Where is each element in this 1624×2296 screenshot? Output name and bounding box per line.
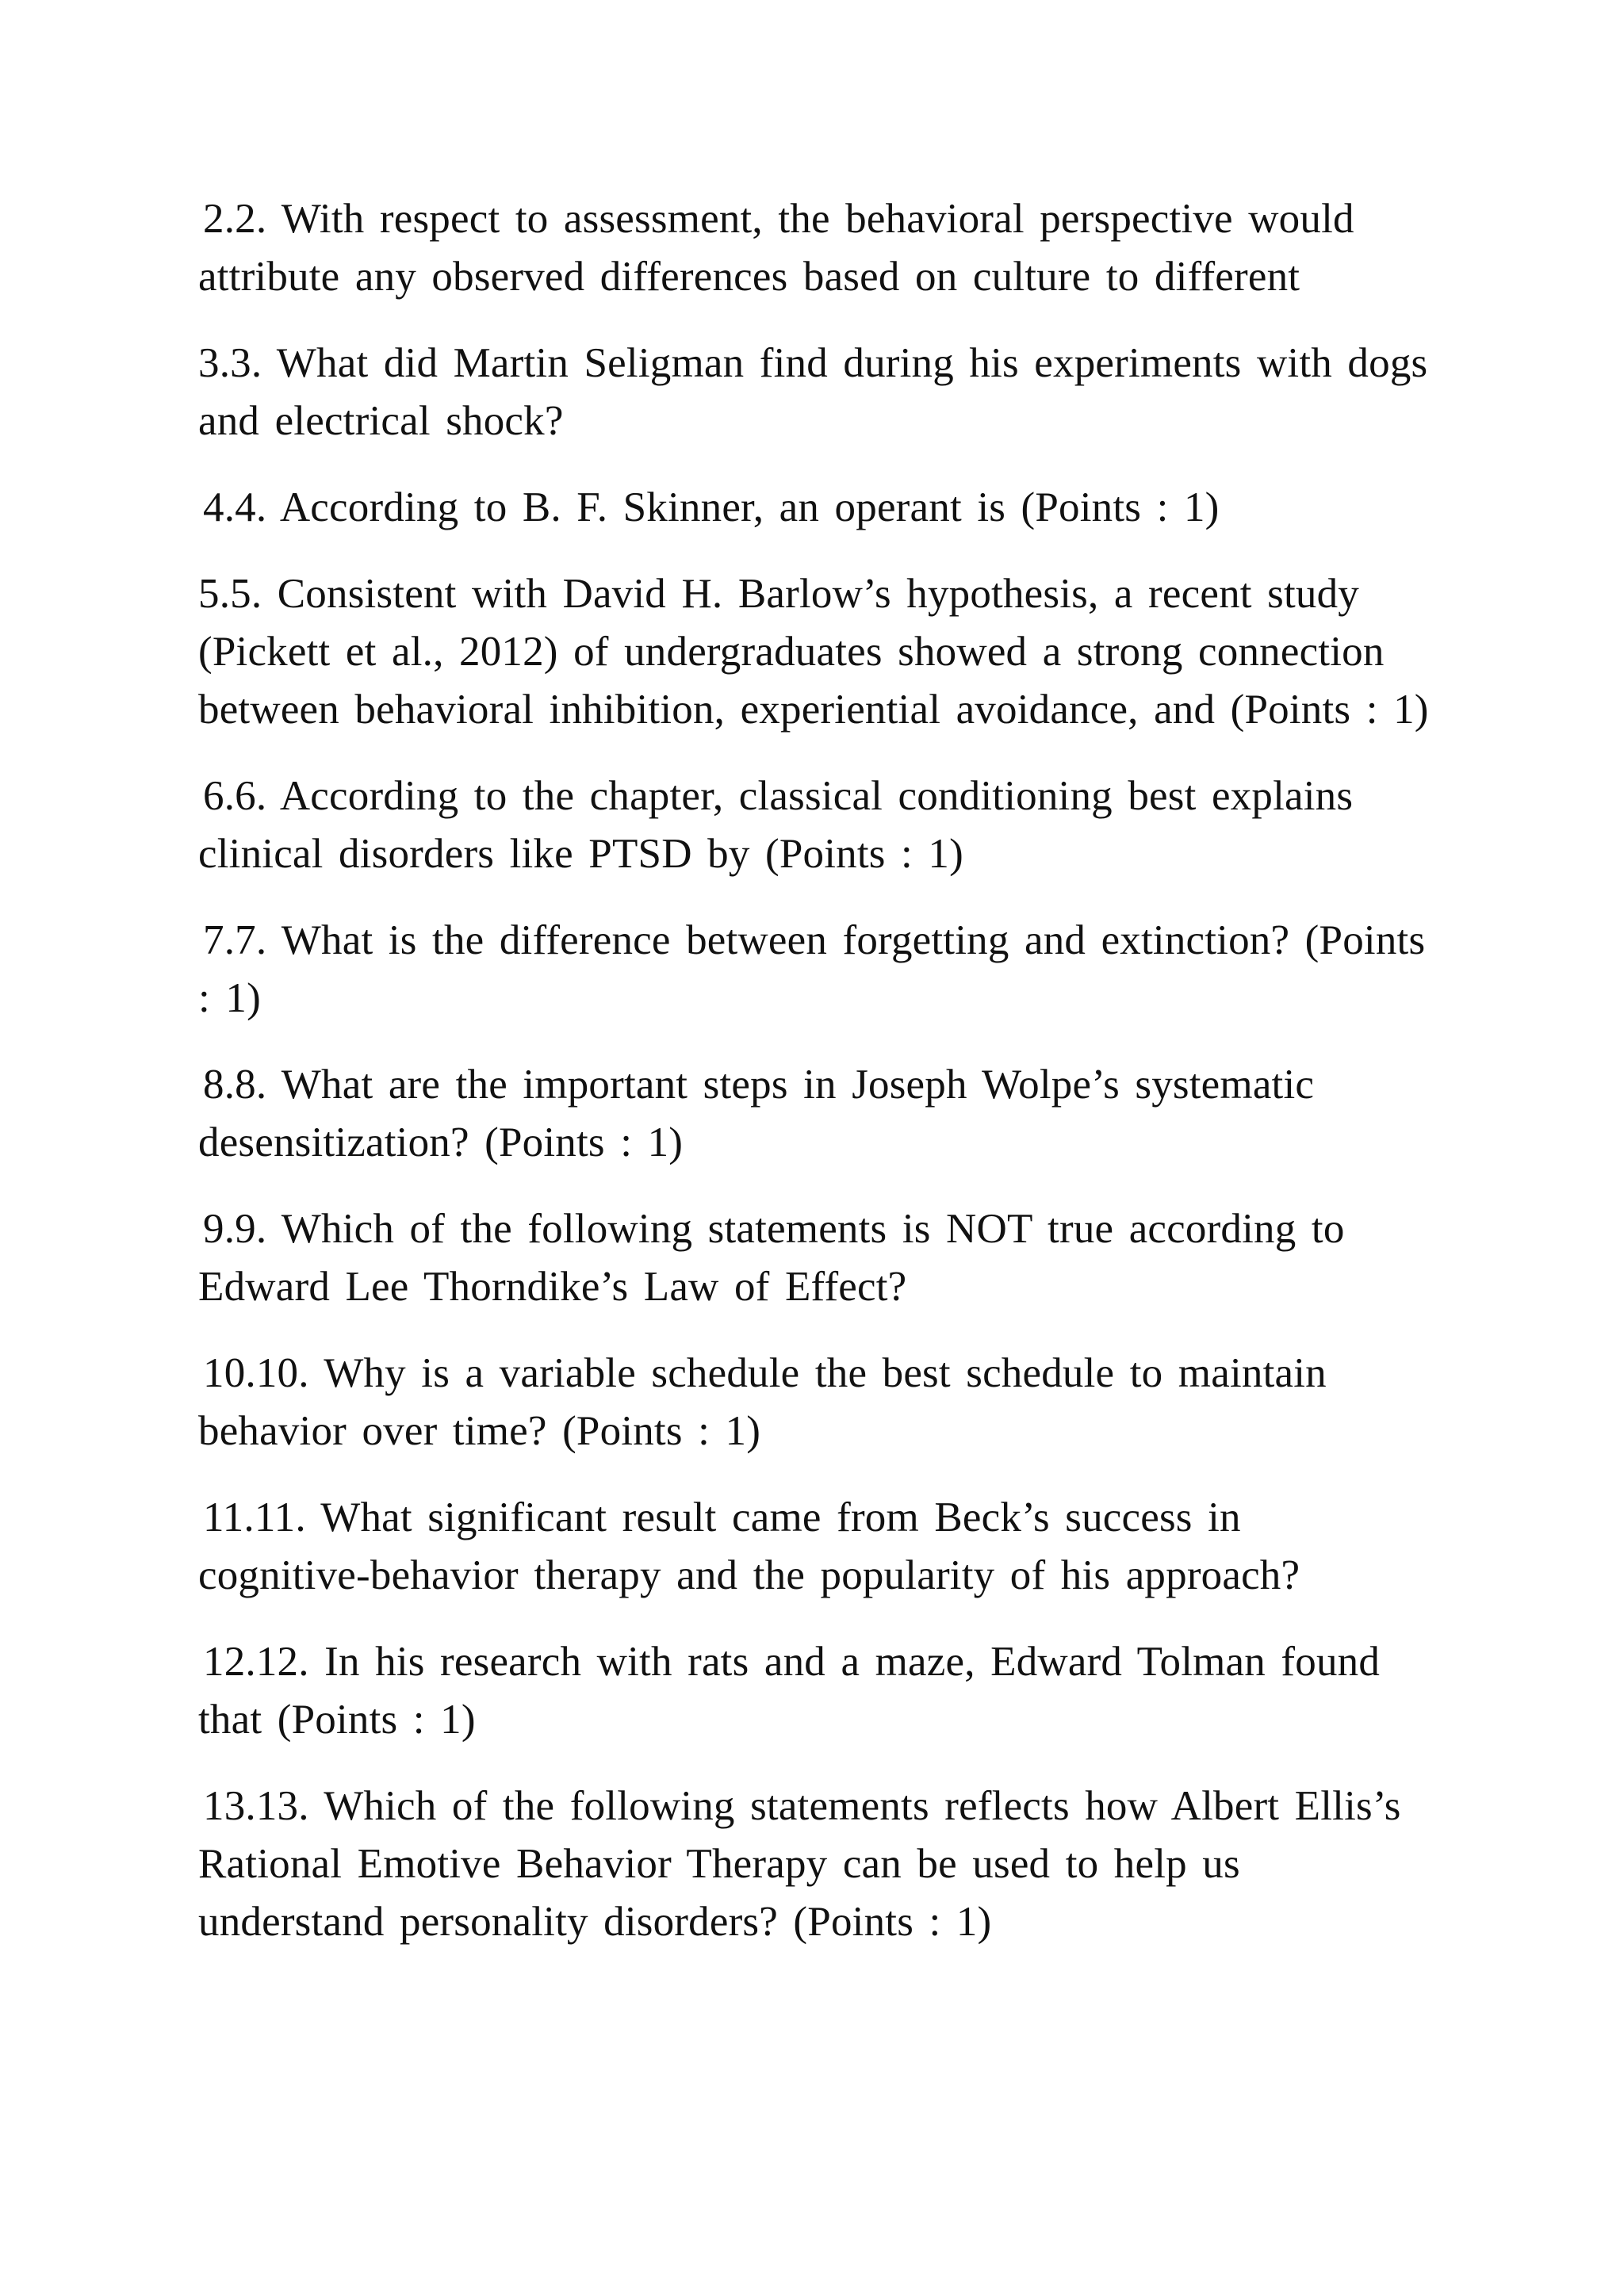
question-text-line: 11.11. What significant result came from Beck’s success in	[203, 1494, 1241, 1540]
question-9-9	[198, 1200, 1451, 1316]
question-text-line: Edward Lee Thorndike’s Law of Effect?	[198, 1264, 907, 1310]
question-text-line: 3.3. What did Martin Seligman find during his experiments with dogs	[198, 340, 1428, 386]
question-text-line: that (Points : 1)	[198, 1697, 476, 1743]
question-12-12	[198, 1633, 1451, 1749]
question-text-line: Rational Emotive Behavior Therapy can be used to help us	[198, 1841, 1240, 1887]
question-text-line: understand personality disorders? (Points : 1)	[198, 1899, 992, 1945]
question-text-line: 6.6. According to the chapter, classical conditioning best explains	[203, 773, 1354, 819]
question-text-line: desensitization? (Points : 1)	[198, 1119, 684, 1165]
question-text-line: and electrical shock?	[198, 398, 564, 444]
question-text-line: 13.13. Which of the following statements reflects how Albert Ellis’s	[203, 1783, 1401, 1829]
question-2-2	[198, 190, 1451, 306]
question-10-10	[198, 1345, 1451, 1460]
question-text-line: behavior over time? (Points : 1)	[198, 1408, 761, 1454]
question-text-line: : 1)	[198, 975, 261, 1021]
question-text-line: cognitive-behavior therapy and the popularity of his approach?	[198, 1552, 1300, 1598]
question-8-8	[198, 1056, 1451, 1172]
question-6-6	[198, 767, 1451, 883]
question-7-7	[198, 912, 1451, 1027]
question-text-line: 5.5. Consistent with David H. Barlow’s hypothesis, a recent study	[198, 571, 1359, 617]
question-list	[198, 190, 1451, 1980]
question-text-line: (Pickett et al., 2012) of undergraduates showed a strong connection	[198, 629, 1385, 675]
question-3-3	[198, 335, 1451, 450]
question-text-line: 7.7. What is the difference between forgetting and extinction? (Points	[203, 917, 1426, 963]
question-text-line: attribute any observed differences based on culture to different	[198, 254, 1300, 300]
question-text-line: 8.8. What are the important steps in Joseph Wolpe’s systematic	[203, 1062, 1315, 1108]
question-text-line: 12.12. In his research with rats and a maze, Edward Tolman found	[203, 1639, 1381, 1685]
question-text-line: 10.10. Why is a variable schedule the best schedule to maintain	[203, 1350, 1327, 1396]
question-text-line: clinical disorders like PTSD by (Points : 1)	[198, 831, 963, 877]
question-text-line: 4.4. According to B. F. Skinner, an operant is (Points : 1)	[203, 484, 1220, 530]
question-4-4	[198, 479, 1451, 537]
question-text-line: 2.2. With respect to assessment, the behavioral perspective would	[203, 196, 1354, 242]
question-text-line: between behavioral inhibition, experiential avoidance, and (Points : 1)	[198, 687, 1429, 733]
question-13-13	[198, 1777, 1451, 1951]
question-11-11	[198, 1489, 1451, 1605]
question-text-line: 9.9. Which of the following statements is NOT true according to	[203, 1206, 1345, 1252]
question-5-5	[198, 565, 1451, 739]
